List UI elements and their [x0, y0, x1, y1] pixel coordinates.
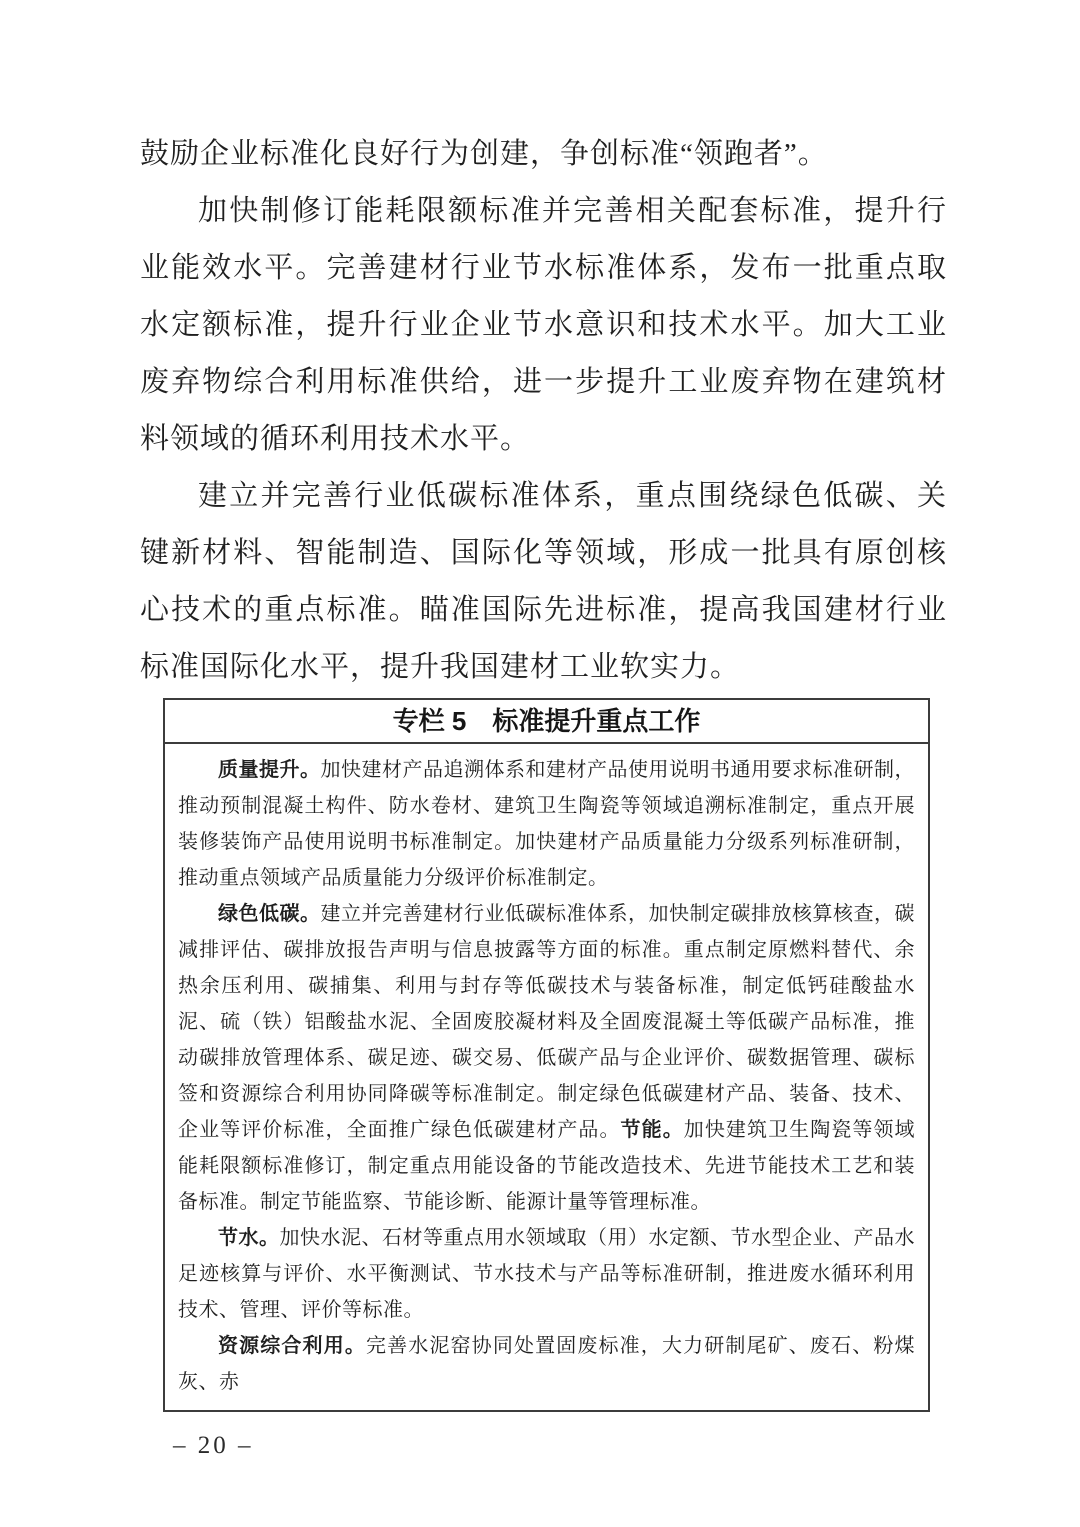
box-text-quality: 加快建材产品追溯体系和建材产品使用说明书通用要求标准研制，推动预制混凝土构件、防水卷材、建筑卫生陶瓷等领域追溯标准制定，重点开展装修装饰产品使用说明书标准制定。加快建材产品质量能力分级系列标准研制，推动重点领域产品质量能力分级评价标准制定。: [178, 759, 915, 889]
box-text-water-saving: 加快水泥、石材等重点用水领域取（用）水定额、节水型企业、产品水足迹核算与评价、水平衡测试、节水技术与产品等标准研制，推进废水循环利用技术、管理、评价等标准。: [178, 1227, 915, 1321]
box-label-quality: 质量提升。: [218, 759, 321, 781]
box-label-water-saving: 节水。: [218, 1227, 280, 1249]
box-label-green-low-carbon: 绿色低碳。: [218, 903, 321, 925]
body-paragraph-low-carbon-standards: 建立并完善行业低碳标准体系，重点围绕绿色低碳、关键新材料、智能制造、国际化等领域，形成一批具有原创核心技术的重点标准。瞄准国际先进标准，提高我国建材行业标准国际化水平，提升我国建材工业软实力。: [140, 480, 947, 683]
box-text-green-low-carbon: 建立并完善建材行业低碳标准体系，加快制定碳排放核算核查，碳减排评估、碳排放报告声明与信息披露等方面的标准。重点制定原燃料替代、余热余压利用、碳捕集、利用与封存等低碳技术与装备标准，制定低钙硅酸盐水泥、硫（铁）铝酸盐水泥、全固废胶凝材料及全固废混凝土等低碳产品标准，推动碳排放管理体系、碳足迹、碳交易、低碳产品与企业评价、碳数据管理、碳标签和资源综合利用协同降碳等标准制定。制定绿色低碳建材产品、装备、技术、企业等评价标准，全面推广绿色低碳建材产品。: [178, 903, 915, 1141]
box-text-resource-utilization: 完善水泥窑协同处置固废标准，大力研制尾矿、废石、粉煤灰、赤: [178, 1335, 915, 1393]
body-paragraph-energy-standards: 加快制修订能耗限额标准并完善相关配套标准，提升行业能效水平。完善建材行业节水标准体系，发布一批重点取水定额标准，提升行业企业节水意识和技术水平。加大工业废弃物综合利用标准供给，进一步提升工业废弃物在建筑材料领域的循环利用技术水平。: [140, 195, 947, 455]
highlight-box-column-5: [163, 698, 930, 1412]
page-number: – 20 –: [173, 1432, 254, 1459]
box-body: [165, 744, 928, 1410]
box-paragraph-quality: [178, 752, 915, 896]
box-label-resource-utilization: 资源综合利用。: [218, 1335, 366, 1357]
page-content: [140, 126, 947, 1460]
box-paragraph-green-low-carbon: [178, 896, 915, 1220]
box-paragraph-water-saving: [178, 1220, 915, 1328]
body-paragraph-continuation: 鼓励企业标准化良好行为创建，争创标准“领跑者”。: [140, 138, 828, 170]
box-paragraph-resource-utilization: [178, 1328, 915, 1400]
box-title: 专栏 5 标准提升重点工作: [165, 700, 928, 744]
box-text-energy-saving: 加快建筑卫生陶瓷等领域能耗限额标准修订，制定重点用能设备的节能改造技术、先进节能技术工艺和装备标准。制定节能监察、节能诊断、能源计量等管理标准。: [178, 1119, 916, 1213]
box-label-energy-saving: 节能。: [620, 1119, 684, 1141]
